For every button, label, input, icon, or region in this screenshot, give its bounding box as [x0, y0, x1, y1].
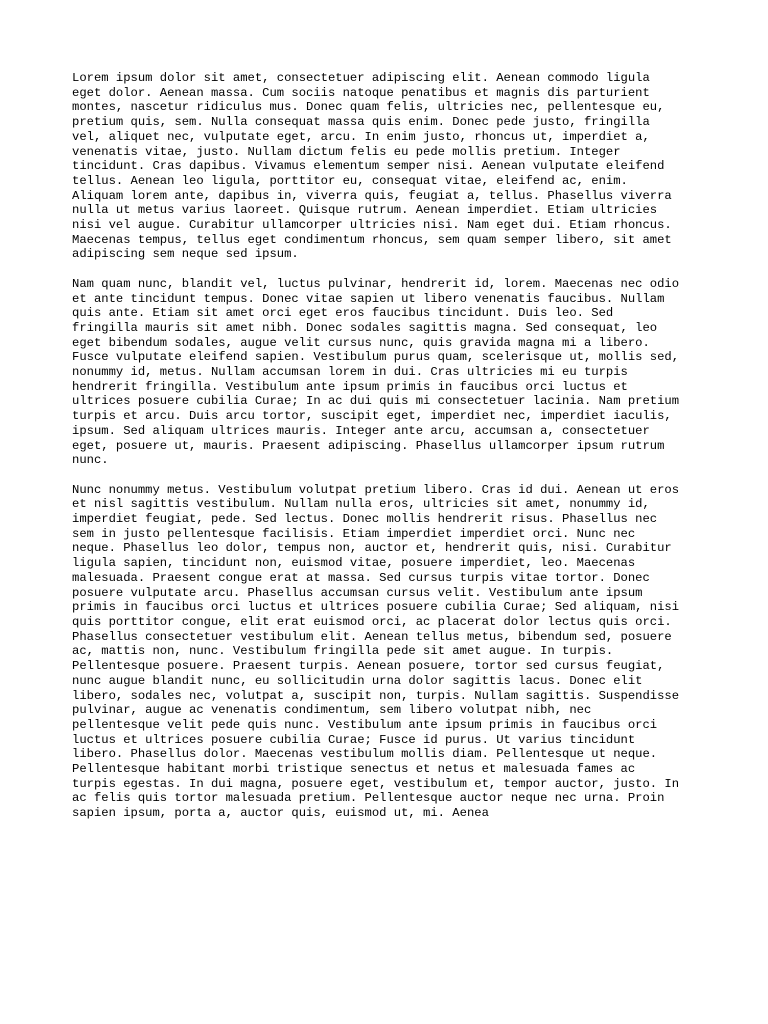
- paragraph-2: Nam quam nunc, blandit vel, luctus pulvinar, hendrerit id, lorem. Maecenas nec odio et ante tincidunt tempus. Donec vitae sapien ut libero venenatis faucibus. Nullam quis ante. Etiam sit amet orci eget eros faucibus tincidunt. Duis leo. Sed fringilla mauris sit amet nibh. Donec sodales sagittis magna. Sed consequat, leo eget bibendum sodales, augue velit cursus nunc, quis gravida magna mi a libero. Fusce vulputate eleifend sapien. Vestibulum purus quam, scelerisque ut, mollis sed, nonummy id, metus. Nullam accumsan lorem in dui. Cras ultricies mi eu turpis hendrerit fringilla. Vestibulum ante ipsum primis in faucibus orci luctus et ultrices posuere cubilia Curae; In ac dui quis mi consectetuer lacinia. Nam pretium turpis et arcu. Duis arcu tortor, suscipit eget, imperdiet nec, imperdiet iaculis, ipsum. Sed aliquam ultrices mauris. Integer ante arcu, accumsan a, consectetuer eget, posuere ut, mauris. Praesent adipiscing. Phasellus ullamcorper ipsum rutrum nunc.: [72, 276, 680, 468]
- document-page: [72, 71, 708, 836]
- paragraph-3: Nunc nonummy metus. Vestibulum volutpat pretium libero. Cras id dui. Aenean ut eros et nisl sagittis vestibulum. Nullam nulla eros, ultricies sit amet, nonummy id, imperdiet feugiat, pede. Sed lectus. Donec mollis hendrerit risus. Phasellus nec sem in justo pellentesque facilisis. Etiam imperdiet imperdiet orci. Nunc nec neque. Phasellus leo dolor, tempus non, auctor et, hendrerit quis, nisi. Curabitur ligula sapien, tincidunt non, euismod vitae, posuere imperdiet, leo. Maecenas malesuada. Praesent congue erat at massa. Sed cursus turpis vitae tortor. Donec posuere vulputate arcu. Phasellus accumsan cursus velit. Vestibulum ante ipsum primis in faucibus orci luctus et ultrices posuere cubilia Curae; Sed aliquam, nisi quis porttitor congue, elit erat euismod orci, ac placerat dolor lectus quis orci. Phasellus consectetuer vestibulum elit. Aenean tellus metus, bibendum sed, posuere ac, mattis non, nunc. Vestibulum fringilla pede sit amet augue. In turpis. Pellentesque posuere. Praesent turpis. Aenean posuere, tortor sed cursus feugiat, nunc augue blandit nunc, eu sollicitudin urna dolor sagittis lacus. Donec elit libero, sodales nec, volutpat a, suscipit non, turpis. Nullam sagittis. Suspendisse pulvinar, augue ac venenatis condimentum, sem libero volutpat nibh, nec pellentesque velit pede quis nunc. Vestibulum ante ipsum primis in faucibus orci luctus et ultrices posuere cubilia Curae; Fusce id purus. Ut varius tincidunt libero. Phasellus dolor. Maecenas vestibulum mollis diam. Pellentesque ut neque. Pellentesque habitant morbi tristique senectus et netus et malesuada fames ac turpis egestas. In dui magna, posuere eget, vestibulum et, tempor auctor, justo. In ac felis quis tortor malesuada pretium. Pellentesque auctor neque nec urna. Proin sapien ipsum, porta a, auctor quis, euismod ut, mi. Aenea: [72, 482, 680, 821]
- paragraph-1: Lorem ipsum dolor sit amet, consectetuer adipiscing elit. Aenean commodo ligula eget dolor. Aenean massa. Cum sociis natoque penatibus et magnis dis parturient montes, nascetur ridiculus mus. Donec quam felis, ultricies nec, pellentesque eu, pretium quis, sem. Nulla consequat massa quis enim. Donec pede justo, fringilla vel, aliquet nec, vulputate eget, arcu. In enim justo, rhoncus ut, imperdiet a, venenatis vitae, justo. Nullam dictum felis eu pede mollis pretium. Integer tincidunt. Cras dapibus. Vivamus elementum semper nisi. Aenean vulputate eleifend tellus. Aenean leo ligula, porttitor eu, consequat vitae, eleifend ac, enim. Aliquam lorem ante, dapibus in, viverra quis, feugiat a, tellus. Phasellus viverra nulla ut metus varius laoreet. Quisque rutrum. Aenean imperdiet. Etiam ultricies nisi vel augue. Curabitur ullamcorper ultricies nisi. Nam eget dui. Etiam rhoncus. Maecenas tempus, tellus eget condimentum rhoncus, sem quam semper libero, sit amet adipiscing sem neque sed ipsum.: [72, 71, 672, 262]
